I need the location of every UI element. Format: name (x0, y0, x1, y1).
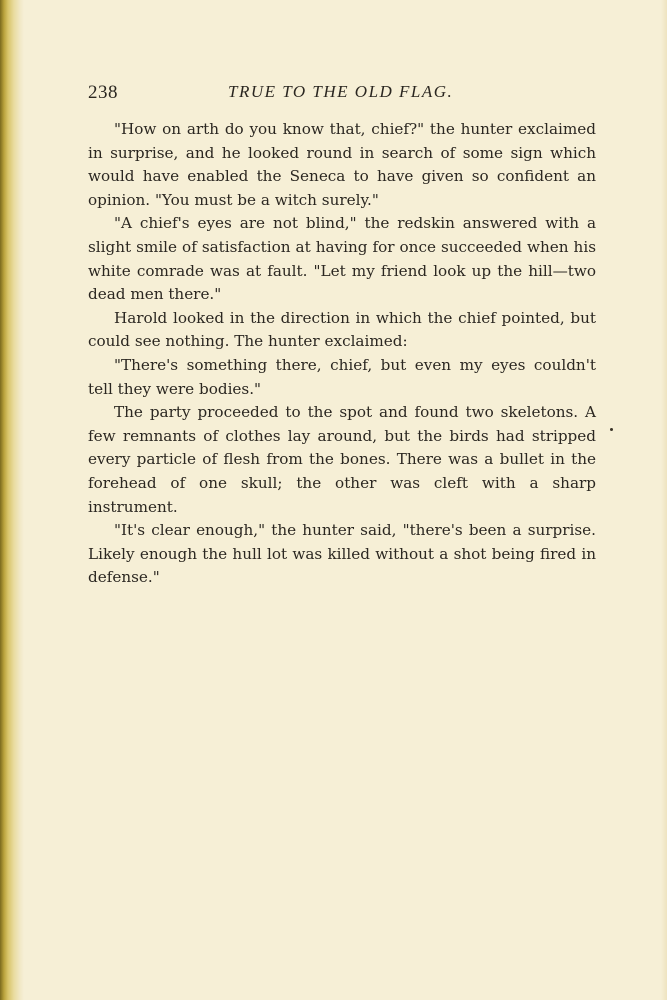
print-speck (610, 428, 613, 431)
paragraph: "It's clear enough," the hunter said, "there's been a surprise. Likely enough the hull lot was killed without a shot being fired in defense." (88, 521, 596, 587)
body-text (88, 118, 596, 590)
page-number: 238 (88, 82, 118, 103)
paragraph: "A chief's eyes are not blind," the redskin answered with a slight smile of satisfaction at having for once succeeded when his white comrade was at fault. "Let my friend look up the hill—two dead men there." (88, 214, 596, 304)
page-binding-edge (0, 0, 24, 1000)
running-title: TRUE TO THE OLD FLAG. (228, 82, 454, 101)
paragraph: Harold looked in the direction in which the chief pointed, but could see nothing. The hunter exclaimed: (88, 308, 596, 351)
paragraph: "There's something there, chief, but even my eyes couldn't tell they were bodies." (88, 355, 596, 398)
paragraph: The party proceeded to the spot and found two skeletons. A few remnants of clothes lay around, but the birds had stripped every particle of flesh from the bones. There was a bullet in the forehead of one skull; the other was cleft with a sharp instrument. (88, 403, 596, 516)
page-header (88, 82, 598, 106)
paragraph: "How on arth do you know that, chief?" the hunter exclaimed in surprise, and he looked round in search of some sign which would have enabled the Seneca to have given so confident an opinion. "You must be a witch surely." (88, 120, 596, 209)
page-right-edge (661, 0, 667, 1000)
